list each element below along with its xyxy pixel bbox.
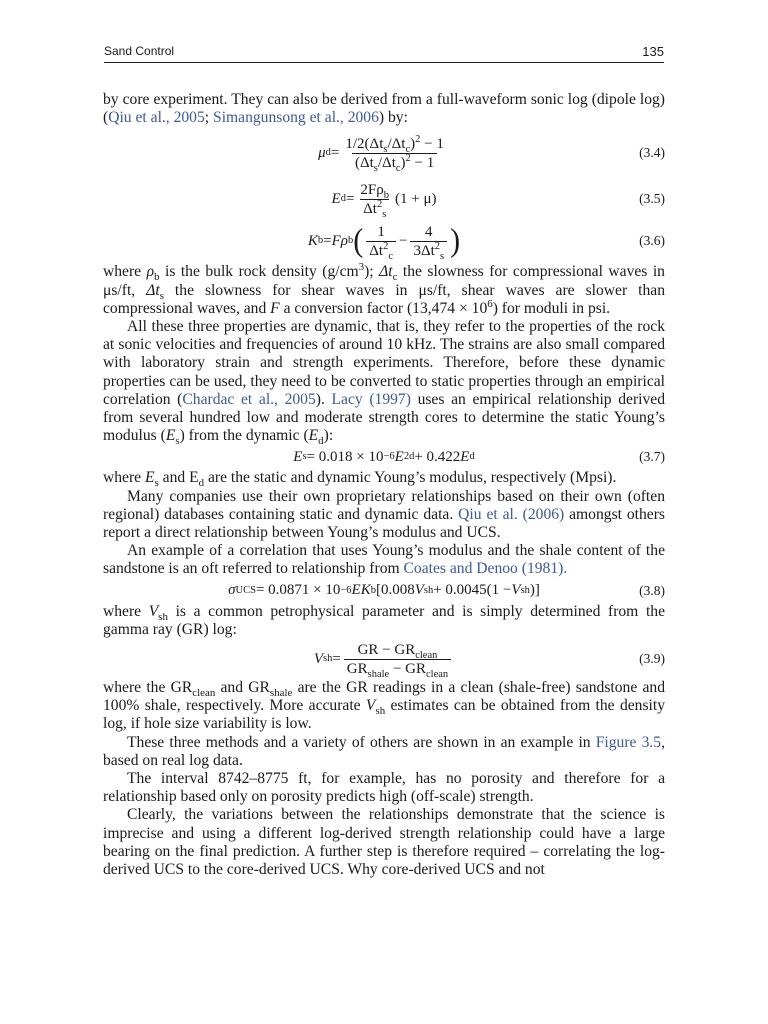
equation-number: (3.7) [639,449,665,465]
citation-chardac-2005[interactable]: Chardac et al., 2005 [182,390,316,408]
paragraph-5: Many companies use their own proprietary relationships based on their own (often regional) databases containing static and dynamic data. Qiu et al. (2006) amongst others report a direct relationship between Young’s modulus and UCS. [103,487,665,542]
citation-lacy-1997[interactable]: Lacy (1997) [331,390,411,408]
citation-simangunsong-2006[interactable]: Simangunsong et al., 2006 [213,109,379,127]
page-body [103,91,665,879]
page-number: 135 [642,44,664,59]
equation-number: (3.9) [639,651,665,667]
equation-3-7: E s = 0.018 × 10 −6 E 2 d + 0.422 E d (3.7) [293,448,665,465]
paragraph-9: These three methods and a variety of others are shown in an example in Figure 3.5, based on real log data. [103,733,665,769]
equation-3-8: σ UCS = 0.0871 × 10 −6 EK b [0.008 V sh + 0.0045(1 − V sh )] (3.8) [228,582,665,599]
equation-3-9: V sh = $\frac{GR - GR_{clean}}{GR_{shale} - GR_{clean}}$ (3.9) [313,641,665,680]
paragraph-3: All these three properties are dynamic, that is, they refer to the properties of the rock at sonic velocities and frequencies of around 10 kHz. The strains are also small compared with laboratory strain and strength experiments. Therefore, before these dynamic properties can be used, they need to be converted to static properties through an empirical correlation (Chardac et al., 2005). Lacy (1997) uses an empirical relationship derived from several hundred low and moderate strength cores to determine the static Young’s modulus $(E_s)$ from the dynamic $(E_d)$: [103,318,665,448]
paragraph-8: where the $GR_{clean}$ and $GR_{shale}$ are the GR readings in a clean (shale-free) sandstone and 100% shale, respectively. More accurate $V_{sh}$ estimates can be obtained from the density log, if hole size variability is low. [103,679,665,733]
paragraph-10: The interval 8742–8775 ft, for example, has no porosity and therefore for a relationship based only on porosity predicts high (off-scale) strength. [103,770,665,806]
running-header [104,44,664,63]
paragraph-6: An example of a correlation that uses Young’s modulus and the shale content of the sandstone is an oft referred to relationship from Coates and Denoo (1981). [103,542,665,578]
equation-number: (3.6) [639,233,665,249]
paragraph-1: by core experiment. They can also be derived from a full-waveform sonic log (dipole log) (Qiu et al., 2005; Simangunsong et al., 2006) by: [103,91,665,127]
paragraph-11: Clearly, the variations between the relationships demonstrate that the science is imprecise and using a different log-derived strength relationship could have a large bearing on the final prediction. A further step is therefore required – correlating the log-derived UCS to the core-derived UCS. Why core-derived UCS and not [103,806,665,879]
equation-3-6: K b = Fρ b ( $\frac{1}{\Delta t^2_c}$ − $\frac{4}{3\Delta t^2_s}$ ) (3.6) [307,222,665,262]
equation-number: (3.4) [639,145,665,161]
citation-coates-denoo-1981[interactable]: Coates and Denoo (1981). [403,560,568,578]
equation-number: (3.8) [639,582,665,598]
paragraph-4: where $E_s$ and $E_d$ are the static and dynamic Young’s modulus, respectively (Mpsi). [103,469,617,490]
paragraph-7: where $V_{sh}$ is a common petrophysical parameter and is simply determined from the gamma ray (GR) log: [103,602,665,638]
equation-number: (3.5) [639,191,665,207]
figure-3-5-link[interactable]: Figure 3.5 [595,733,662,751]
paragraph-2: where $\rho_b$ is the bulk rock density $(g/cm^3)$; $\Delta t_c$ the slowness for compressional waves in μs/ft, $\Delta t_s$ the slowness for shear waves in μs/ft, shear waves are slower than compressional waves, and F a conversion factor $(13,474 \times 10^6)$ for moduli in psi. [103,261,665,317]
equation-3-4: μ d = $\frac{1/2(\Delta t_s/\Delta t_c)^2 - 1}{(\Delta t_s/\Delta t_c)^2 - 1}$ (3.4) [318,133,665,174]
citation-qiu-2005[interactable]: Qiu et al., 2005 [108,109,205,127]
running-title: Sand Control [104,44,175,58]
citation-qiu-2006[interactable]: Qiu et al. (2006) [458,505,565,523]
equation-3-5: E d = $\frac{2F\rho_b}{\Delta t^2_s}$ (1 + μ) (3.5) [331,181,665,220]
